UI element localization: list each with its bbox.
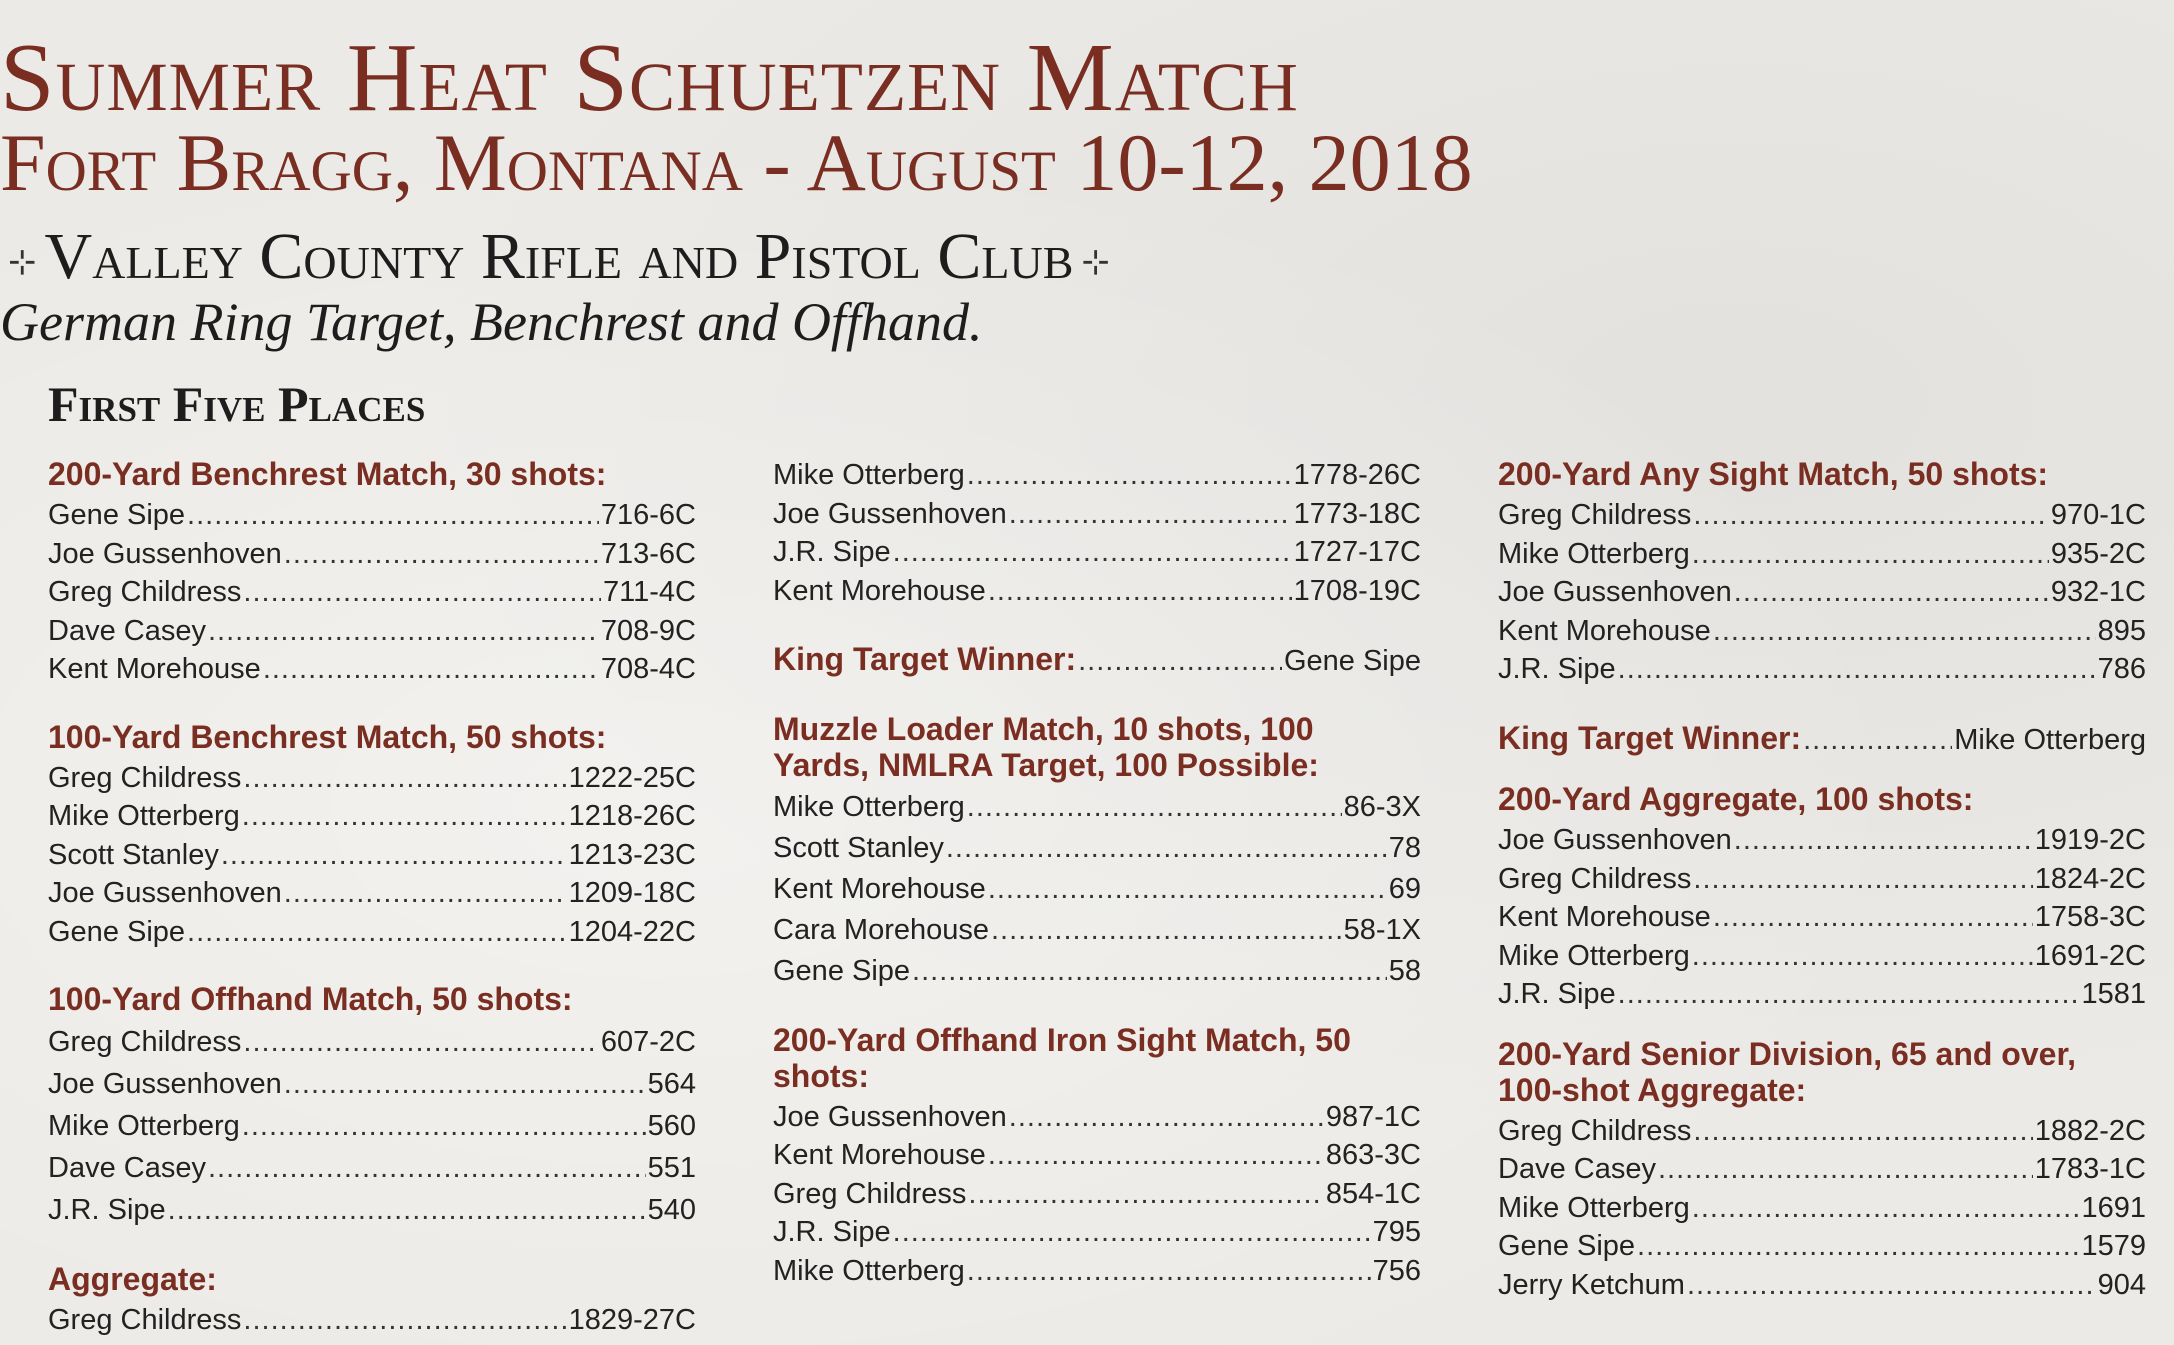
score: 1691-2C xyxy=(2034,939,2146,972)
section-heading: First Five Places xyxy=(48,376,426,432)
score: 560 xyxy=(647,1110,696,1142)
result-row xyxy=(773,951,1421,992)
score: 854-1C xyxy=(1325,1177,1421,1210)
dot-leader xyxy=(1734,821,2033,860)
competitor-name: Greg Childress xyxy=(1498,862,1692,895)
competitor-name: Dave Casey xyxy=(48,1152,206,1184)
competitor-name: Greg Childress xyxy=(1498,499,1692,531)
score: 1783-1C xyxy=(2034,1153,2146,1185)
dot-leader xyxy=(1692,1189,2080,1228)
competitor-name: Joe Gussenhoven xyxy=(48,877,282,909)
dot-leader xyxy=(284,535,599,574)
score: 711-4C xyxy=(603,576,696,608)
dot-leader xyxy=(187,496,599,535)
section-title: Aggregate: xyxy=(48,1261,217,1297)
dot-leader xyxy=(168,1189,646,1231)
dot-leader xyxy=(1713,612,2096,651)
result-row xyxy=(48,1063,696,1105)
king-target-label: King Target Winner: xyxy=(1498,719,1802,756)
dot-leader xyxy=(967,787,1342,828)
competitor-name: Joe Gussenhoven xyxy=(1498,576,1732,608)
dot-leader xyxy=(991,910,1342,951)
section-aggregate-continued xyxy=(773,456,1421,610)
dot-leader xyxy=(1713,898,2033,937)
competitor-name: Gene Sipe xyxy=(1498,1230,1636,1262)
result-row xyxy=(48,650,696,689)
dot-leader xyxy=(1009,495,1292,534)
competitor-name: Kent Morehouse xyxy=(1498,901,1711,933)
section-title: 100-Yard Offhand Match, 50 shots: xyxy=(48,981,573,1017)
dot-leader xyxy=(1658,1150,2033,1189)
result-row xyxy=(1498,496,2146,535)
dot-leader xyxy=(1803,721,1952,760)
dot-leader xyxy=(187,913,567,952)
competitor-name: Greg Childress xyxy=(48,1304,242,1336)
dot-leader xyxy=(284,874,567,913)
score: 1213-23C xyxy=(568,838,696,871)
competitor-name: Greg Childress xyxy=(48,576,242,608)
king-target-name: Gene Sipe xyxy=(1283,645,1421,677)
dot-leader xyxy=(1009,1098,1324,1137)
ornament-right-icon: ⊹ xyxy=(1081,243,1110,281)
result-row xyxy=(1498,937,2146,976)
result-row xyxy=(773,1098,1421,1137)
dot-leader xyxy=(912,951,1387,992)
dot-leader xyxy=(1078,642,1282,681)
king-target-winner xyxy=(773,640,1421,681)
score: 786 xyxy=(2097,653,2146,685)
score: 795 xyxy=(1372,1216,1421,1248)
competitor-name: Joe Gussenhoven xyxy=(773,1100,1007,1133)
competitor-name: Mike Otterberg xyxy=(1498,537,1690,570)
score: 58 xyxy=(1388,954,1421,987)
result-row xyxy=(773,869,1421,910)
competitor-name: Cara Morehouse xyxy=(773,913,989,946)
event-location-date: Fort Bragg, Montana - August 10-12, 2018 xyxy=(0,117,1473,208)
dot-leader xyxy=(1693,1112,2032,1151)
dot-leader xyxy=(242,797,567,836)
dot-leader xyxy=(1618,975,2080,1014)
competitor-name: Kent Morehouse xyxy=(773,1139,986,1171)
score: 1727-17C xyxy=(1293,536,1421,568)
competitor-name: J.R. Sipe xyxy=(773,536,891,568)
page-title: Summer Heat Schuetzen Match xyxy=(0,24,1299,132)
section-200yd-any-sight xyxy=(1498,456,2146,689)
competitor-name: Kent Morehouse xyxy=(773,872,986,905)
score: 713-6C xyxy=(600,537,696,570)
score: 607-2C xyxy=(600,1026,696,1058)
dot-leader xyxy=(988,869,1387,910)
dot-leader xyxy=(208,1147,646,1189)
club-name: Valley County Rifle and Pistol Club xyxy=(44,220,1074,293)
competitor-name: Joe Gussenhoven xyxy=(48,537,282,570)
score: 1579 xyxy=(2081,1230,2146,1262)
score: 1882-2C xyxy=(2034,1114,2146,1147)
results-column-1 xyxy=(48,456,696,1340)
dot-leader xyxy=(284,1063,646,1105)
dot-leader xyxy=(243,1021,598,1063)
section-muzzle-loader xyxy=(773,711,1421,992)
section-title: 200-Yard Offhand Iron Sight Match, 50 shots: xyxy=(773,1021,1351,1094)
section-100yd-benchrest xyxy=(48,719,696,952)
result-row xyxy=(48,1021,696,1063)
section-title: 200-Yard Benchrest Match, 30 shots: xyxy=(48,456,607,492)
result-row xyxy=(1498,535,2146,574)
dot-leader xyxy=(242,1105,646,1147)
dot-leader xyxy=(1618,650,2096,689)
section-title: 200-Yard Any Sight Match, 50 shots: xyxy=(1498,456,2049,492)
dot-leader xyxy=(1637,1227,2079,1266)
score: 756 xyxy=(1372,1254,1421,1287)
score: 86-3X xyxy=(1343,790,1421,823)
competitor-name: Mike Otterberg xyxy=(1498,1191,1690,1224)
dot-leader xyxy=(208,612,599,651)
score: 1222-25C xyxy=(568,761,696,794)
competitor-name: Jerry Ketchum xyxy=(1498,1268,1685,1301)
dot-leader xyxy=(946,828,1387,869)
dot-leader xyxy=(263,650,599,689)
score: 58-1X xyxy=(1343,913,1421,946)
score: 1829-27C xyxy=(568,1304,696,1336)
section-title: 100-Yard Benchrest Match, 50 shots: xyxy=(48,718,607,755)
competitor-name: Greg Childress xyxy=(773,1177,967,1210)
competitor-name: Gene Sipe xyxy=(48,499,186,531)
results-column-3 xyxy=(1498,456,2146,1304)
competitor-name: Gene Sipe xyxy=(48,915,186,948)
competitor-name: Scott Stanley xyxy=(773,831,944,864)
dot-leader xyxy=(967,456,1292,495)
dot-leader xyxy=(221,836,567,875)
result-row xyxy=(1498,612,2146,651)
result-row xyxy=(773,1213,1421,1252)
dot-leader xyxy=(988,572,1292,611)
result-row xyxy=(48,836,696,875)
result-row xyxy=(48,573,696,612)
dot-leader xyxy=(1692,535,2049,574)
result-row xyxy=(773,1136,1421,1175)
result-row xyxy=(48,913,696,952)
result-row xyxy=(773,828,1421,869)
dot-leader xyxy=(1693,496,2048,535)
dot-leader xyxy=(243,1301,566,1340)
score: 935-2C xyxy=(2050,537,2146,570)
ornament-left-icon: ⊹ xyxy=(8,243,37,281)
score: 551 xyxy=(647,1152,696,1184)
results-column-2 xyxy=(773,456,1421,1290)
result-row xyxy=(1498,898,2146,937)
competitor-name: Mike Otterberg xyxy=(1498,939,1690,972)
section-200yd-aggregate xyxy=(1498,781,2146,1014)
score: 716-6C xyxy=(600,499,696,531)
competitor-name: Joe Gussenhoven xyxy=(773,497,1007,530)
result-row xyxy=(773,910,1421,951)
result-row xyxy=(48,535,696,574)
competitor-name: Mike Otterberg xyxy=(48,1110,240,1142)
score: 904 xyxy=(2097,1268,2146,1301)
dot-leader xyxy=(1693,860,2032,899)
competitor-name: J.R. Sipe xyxy=(1498,653,1616,685)
score: 1581 xyxy=(2081,978,2146,1010)
result-row xyxy=(1498,573,2146,612)
result-row xyxy=(48,612,696,651)
score: 987-1C xyxy=(1325,1100,1421,1133)
result-row xyxy=(773,1175,1421,1214)
result-row xyxy=(48,496,696,535)
result-row xyxy=(773,1252,1421,1291)
result-row xyxy=(48,1105,696,1147)
section-200yd-offhand-iron-sight xyxy=(773,1022,1421,1291)
competitor-name: Greg Childress xyxy=(48,761,242,794)
match-subtitle: German Ring Target, Benchrest and Offhand. xyxy=(0,292,983,352)
competitor-name: Mike Otterberg xyxy=(773,790,965,823)
score: 1919-2C xyxy=(2034,824,2146,856)
result-row xyxy=(48,874,696,913)
dot-leader xyxy=(988,1136,1324,1175)
result-row xyxy=(48,797,696,836)
dot-leader xyxy=(1687,1266,2096,1305)
result-row xyxy=(1498,1112,2146,1151)
competitor-name: Kent Morehouse xyxy=(48,653,261,685)
score: 932-1C xyxy=(2050,576,2146,608)
dot-leader xyxy=(1692,937,2033,976)
section-title: 200-Yard Aggregate, 100 shots: xyxy=(1498,781,1974,817)
competitor-name: Mike Otterberg xyxy=(773,1254,965,1287)
result-row xyxy=(1498,821,2146,860)
result-row xyxy=(48,1189,696,1231)
competitor-name: Kent Morehouse xyxy=(773,574,986,607)
section-senior-division xyxy=(1498,1036,2146,1305)
competitor-name: Joe Gussenhoven xyxy=(1498,824,1732,856)
score: 1758-3C xyxy=(2034,901,2146,933)
competitor-name: J.R. Sipe xyxy=(1498,978,1616,1010)
competitor-name: Greg Childress xyxy=(1498,1114,1692,1147)
result-row xyxy=(1498,650,2146,689)
result-row xyxy=(1498,1266,2146,1305)
result-row xyxy=(1498,1189,2146,1228)
score: 863-3C xyxy=(1325,1139,1421,1171)
section-aggregate xyxy=(48,1261,696,1340)
dot-leader xyxy=(243,759,566,798)
dot-leader xyxy=(967,1252,1371,1291)
score: 540 xyxy=(647,1194,696,1226)
score: 1691 xyxy=(2081,1191,2146,1224)
score: 1209-18C xyxy=(568,877,696,909)
result-row xyxy=(1498,860,2146,899)
result-row xyxy=(1498,1227,2146,1266)
king-target-winner xyxy=(1498,719,2146,760)
result-row xyxy=(48,1147,696,1189)
score: 1778-26C xyxy=(1293,459,1421,491)
competitor-name: Greg Childress xyxy=(48,1026,242,1058)
competitor-name: Dave Casey xyxy=(48,614,206,647)
score: 1218-26C xyxy=(568,800,696,832)
section-title: 200-Yard Senior Division, 65 and over, 100-shot Aggregate: xyxy=(1498,1035,2077,1108)
section-title: Muzzle Loader Match, 10 shots, 100 Yards, NMLRA Target, 100 Possible: xyxy=(773,710,1319,783)
score: 78 xyxy=(1388,831,1421,864)
competitor-name: Joe Gussenhoven xyxy=(48,1068,282,1100)
competitor-name: Mike Otterberg xyxy=(773,459,965,491)
dot-leader xyxy=(1734,573,2049,612)
result-row xyxy=(48,1301,696,1340)
competitor-name: Kent Morehouse xyxy=(1498,614,1711,647)
score: 1824-2C xyxy=(2034,862,2146,895)
king-target-label: King Target Winner: xyxy=(773,641,1077,677)
score: 708-4C xyxy=(600,653,696,685)
score: 895 xyxy=(2097,614,2146,647)
result-row xyxy=(773,787,1421,828)
club-name-line xyxy=(0,222,2174,298)
score: 69 xyxy=(1388,872,1421,905)
section-200yd-benchrest xyxy=(48,456,696,689)
result-row xyxy=(773,456,1421,495)
result-row xyxy=(773,495,1421,534)
score: 1773-18C xyxy=(1293,497,1421,530)
score: 564 xyxy=(647,1068,696,1100)
result-row xyxy=(773,533,1421,572)
competitor-name: J.R. Sipe xyxy=(48,1194,166,1226)
score: 1708-19C xyxy=(1293,574,1421,607)
competitor-name: Scott Stanley xyxy=(48,838,219,871)
dot-leader xyxy=(893,1213,1371,1252)
score: 1204-22C xyxy=(568,915,696,948)
result-row xyxy=(773,572,1421,611)
section-100yd-offhand xyxy=(48,981,696,1231)
result-row xyxy=(1498,1150,2146,1189)
competitor-name: Gene Sipe xyxy=(773,954,911,987)
competitor-name: Mike Otterberg xyxy=(48,800,240,832)
dot-leader xyxy=(243,573,601,612)
score: 970-1C xyxy=(2050,499,2146,531)
competitor-name: J.R. Sipe xyxy=(773,1216,891,1248)
dot-leader xyxy=(968,1175,1323,1214)
king-target-name: Mike Otterberg xyxy=(1954,723,2146,756)
score: 708-9C xyxy=(600,614,696,647)
result-row xyxy=(1498,975,2146,1014)
dot-leader xyxy=(893,533,1292,572)
result-row xyxy=(48,759,696,798)
competitor-name: Dave Casey xyxy=(1498,1153,1656,1185)
